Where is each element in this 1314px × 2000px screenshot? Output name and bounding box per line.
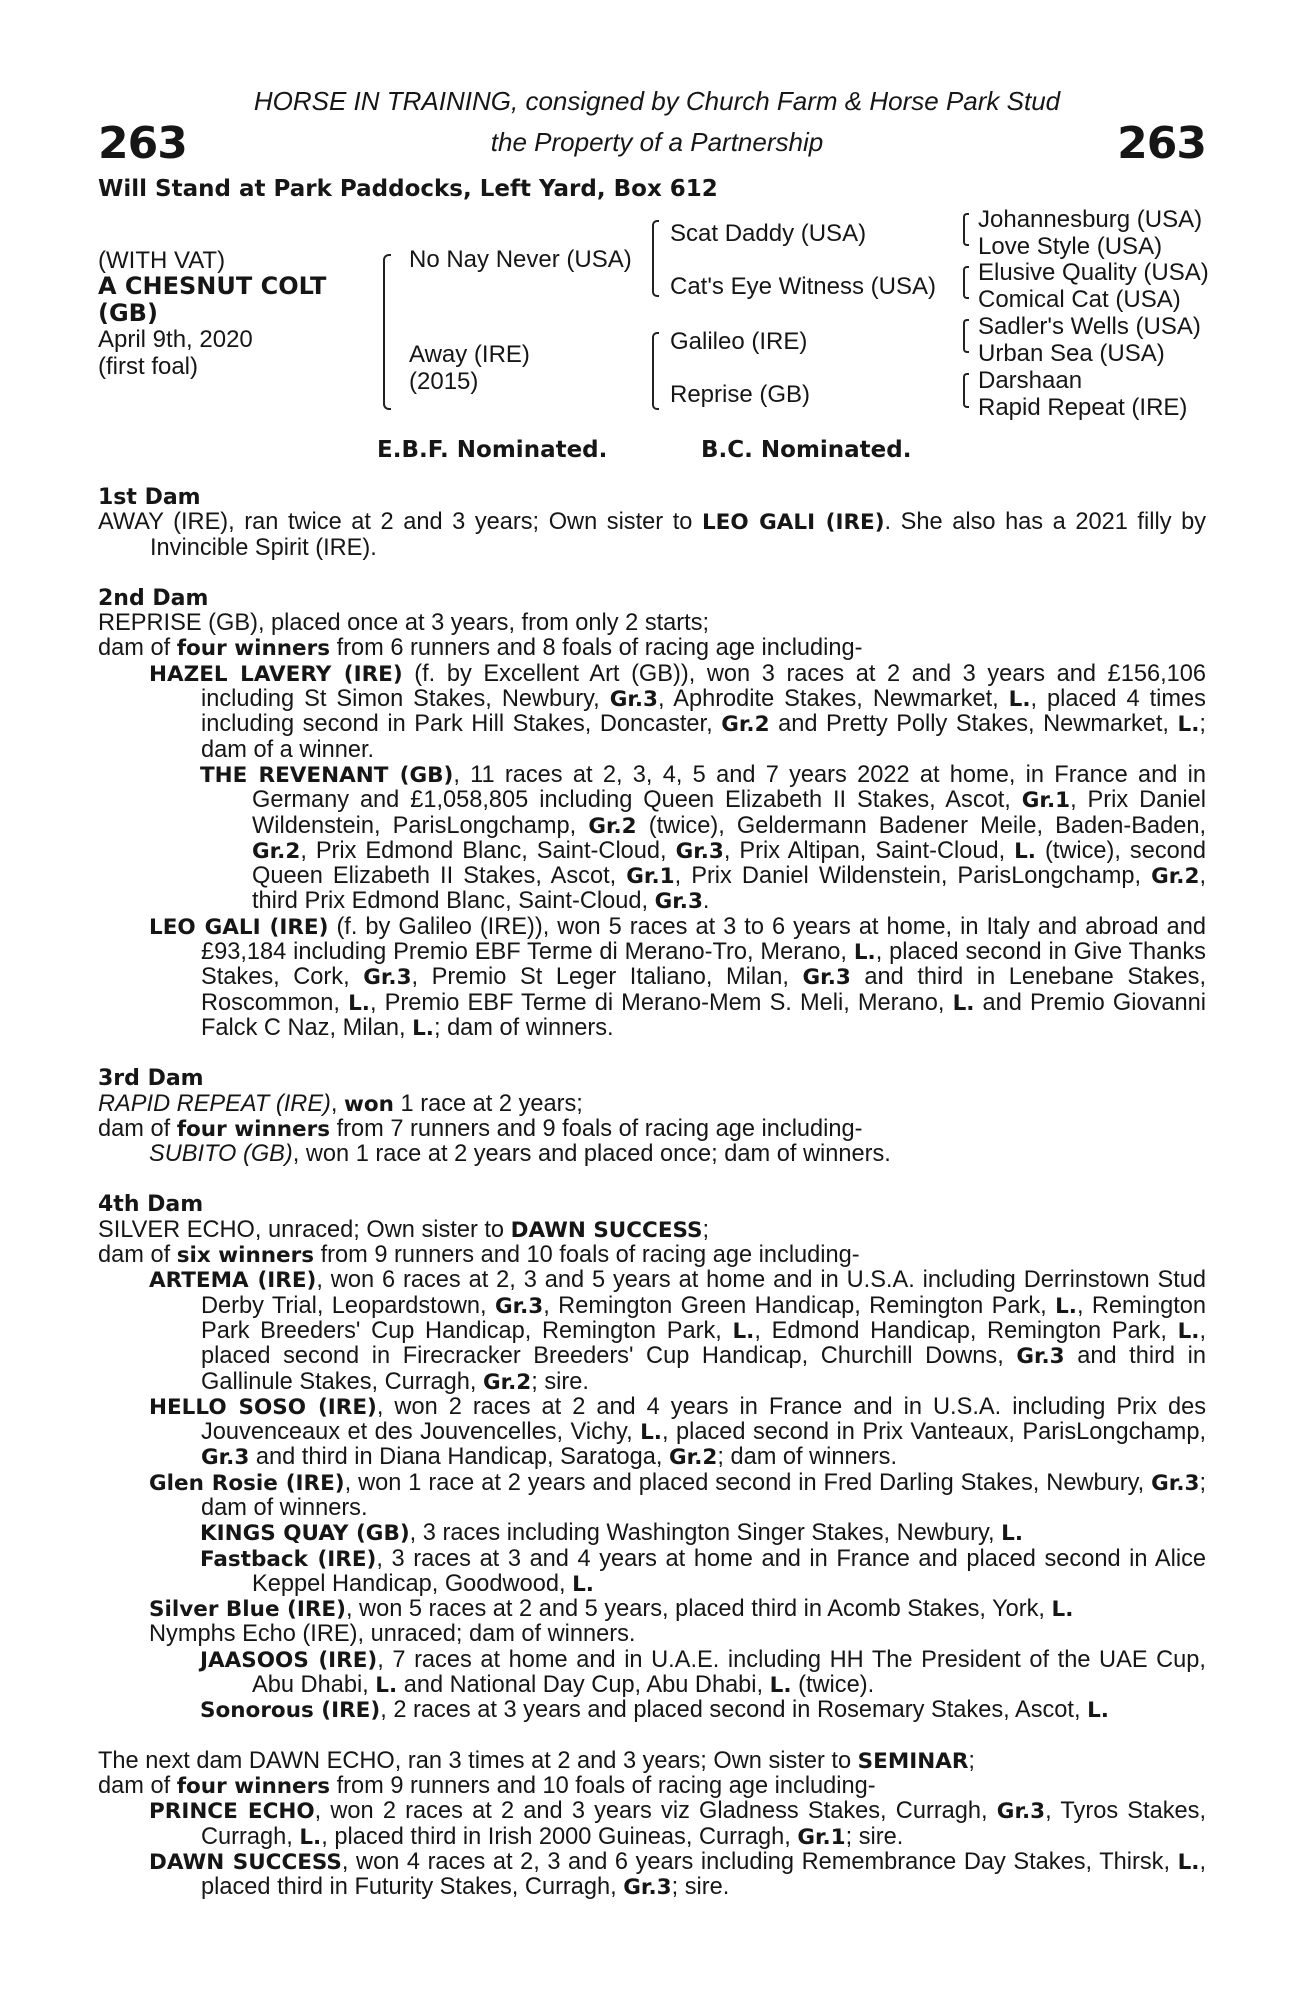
dam-sire: Galileo (IRE) [670, 328, 808, 355]
sire-sire: Scat Daddy (USA) [670, 220, 867, 247]
dam-dam: Reprise (GB) [670, 381, 811, 408]
next-dam-produce-summary: dam of four winners from 9 runners and 10 foals of racing age including- [98, 1772, 876, 1799]
dd-dam: Rapid Repeat (IRE) [978, 394, 1188, 421]
dawn-success-entry: DAWN SUCCESS, won 4 races at 2, 3 and 6 years including Remembrance Day Stakes, Thirsk, L., placed third in Futurity Stakes, Curragh, Gr.3; sire. [149, 1848, 1206, 1901]
foal-note: (first foal) [98, 353, 199, 380]
dam-name: Away (IRE) [409, 341, 530, 368]
fastback-entry: Fastback (IRE), 3 races at 3 and 4 years at home and in France and placed second in Alice Keppel Handicap, Goodwood, L. [200, 1545, 1206, 1597]
sire-name: No Nay Never (USA) [409, 246, 632, 273]
stand-location: Will Stand at Park Paddocks, Left Yard, Box 612 [98, 176, 718, 202]
fourth-dam-heading: 4th Dam [98, 1192, 204, 1218]
fourth-dam-produce-summary: dam of six winners from 9 runners and 10 foals of racing age including- [98, 1242, 860, 1269]
pedigree-brace-ds [963, 319, 969, 353]
subito-entry: SUBITO (GB), won 1 race at 2 years and placed once; dam of winners. [149, 1141, 891, 1168]
prince-echo-entry: PRINCE ECHO, won 2 races at 2 and 3 years viz Gladness Stakes, Curragh, Gr.3, Tyros Stakes, Curragh, L., placed third in Irish 2000 Guineas, Curragh, Gr.1; sire. [149, 1798, 1206, 1850]
sire-dam: Cat's Eye Witness (USA) [670, 273, 936, 300]
nymphs-echo-entry: Nymphs Echo (IRE), unraced; dam of winners. [149, 1621, 636, 1648]
pedigree-brace-ss [963, 213, 969, 246]
horse-country: (GB) [98, 299, 158, 327]
third-dam-heading: 3rd Dam [98, 1066, 204, 1092]
ss-dam: Love Style (USA) [978, 233, 1163, 260]
dam-year: (2015) [409, 368, 479, 395]
sd-sire: Elusive Quality (USA) [978, 259, 1209, 286]
leo-gali-entry: LEO GALI (IRE) (f. by Galileo (IRE)), won 5 races at 3 to 6 years at home, in Italy and abroad and £93,184 including Premio EBF Terme di Merano-Tro, Merano, L., placed second in Give Thanks Stakes, Cork, Gr.3, Premio St Leger Italiano, Milan, Gr.3 and third in Lenebane Stakes, Roscommon, L., Premio EBF Terme di Merano-Mem S. Meli, Merano, L. and Premio Giovanni Falck C Naz, Milan, L.; dam of winners. [149, 913, 1207, 1041]
header-consignor: HORSE IN TRAINING, consigned by Church Farm & Horse Park Stud [253, 86, 1061, 116]
second-dam-heading: 2nd Dam [98, 585, 209, 611]
second-dam-produce-summary: dam of four winners from 6 runners and 8 foals of racing age including- [98, 635, 863, 662]
hazel-lavery-entry: HAZEL LAVERY (IRE) (f. by Excellent Art (GB)), won 3 races at 2 and 3 years and £156,106 including St Simon Stakes, Newbury, Gr.3, Aphrodite Stakes, Newmarket, L., placed 4 times including second in Park Hill Stakes, Doncaster, Gr.2 and Pretty Polly Stakes, Newmarket, L.; dam of a winner. [149, 660, 1206, 763]
hello-soso-entry: HELLO SOSO (IRE), won 2 races at 2 and 4 years in France and in U.S.A. including Prix des Jouvenceaux et des Jouvencelles, Vichy, L., placed second in Prix Vanteaux, ParisLongchamp, Gr.3 and third in Diana Handicap, Saratoga, Gr.2; dam of winners. [149, 1393, 1206, 1471]
next-dam-record: The next dam DAWN ECHO, ran 3 times at 2 and 3 years; Own sister to SEMINAR; [98, 1747, 975, 1774]
foaling-date: April 9th, 2020 [98, 326, 253, 353]
horse-name: A CHESNUT COLT [98, 272, 327, 300]
pedigree-brace-sd [963, 266, 969, 299]
third-dam-produce-summary: dam of four winners from 7 runners and 9 foals of racing age including- [98, 1115, 863, 1142]
ss-sire: Johannesburg (USA) [978, 206, 1203, 233]
lot-number-left: 263 [98, 118, 187, 169]
ds-dam: Urban Sea (USA) [978, 340, 1165, 367]
first-dam-text: AWAY (IRE), ran twice at 2 and 3 years; Own sister to LEO GALI (IRE). She also has a 2021 filly by Invincible Spirit (IRE). [98, 509, 1206, 561]
lot-number-right: 263 [1117, 118, 1206, 169]
header-property: the Property of a Partnership [490, 127, 824, 157]
sd-dam: Comical Cat (USA) [978, 286, 1181, 313]
ebf-nominated: E.B.F. Nominated. [377, 437, 608, 463]
the-revenant-entry: THE REVENANT (GB), 11 races at 2, 3, 4, 5 and 7 years 2022 at home, in France and in Germany and £1,058,805 including Queen Elizabeth II Stakes, Ascot, Gr.1, Prix Daniel Wildenstein, ParisLongchamp, Gr.2 (twice), Geldermann Badener Meile, Baden-Baden, Gr.2, Prix Edmond Blanc, Saint-Cloud, Gr.3, Prix Altipan, Saint-Cloud, L. (twice), second Queen Elizabeth II Stakes, Ascot, Gr.1, Prix Daniel Wildenstein, ParisLongchamp, Gr.2, third Prix Edmond Blanc, Saint-Cloud, Gr.3. [200, 761, 1206, 915]
second-dam-record: REPRISE (GB), placed once at 3 years, from only 2 starts; [98, 610, 710, 637]
jaasoos-entry: JAASOOS (IRE), 7 races at home and in U.A.E. including HH The President of the UAE Cup, Abu Dhabi, L. and National Day Cup, Abu Dhabi, L. (twice). [200, 1646, 1206, 1699]
third-dam-record: RAPID REPEAT (IRE), won 1 race at 2 years; [98, 1090, 583, 1117]
pedigree-brace-sire [652, 220, 659, 297]
catalogue-body [98, 485, 1206, 1900]
ds-sire: Sadler's Wells (USA) [978, 313, 1201, 340]
pedigree-brace-dam [652, 332, 659, 410]
kings-quay-entry: KINGS QUAY (GB), 3 races including Washington Singer Stakes, Newbury, L. [200, 1520, 1023, 1547]
pedigree-brace-dd [963, 373, 969, 408]
pedigree-brace-main [383, 254, 391, 410]
fourth-dam-record: SILVER ECHO, unraced; Own sister to DAWN SUCCESS; [98, 1216, 710, 1243]
bc-nominated: B.C. Nominated. [701, 437, 912, 463]
dd-sire: Darshaan [978, 367, 1083, 394]
glen-rosie-entry: Glen Rosie (IRE), won 1 race at 2 years and placed second in Fred Darling Stakes, Newbury, Gr.3; dam of winners. [149, 1469, 1207, 1521]
artema-entry: ARTEMA (IRE), won 6 races at 2, 3 and 5 years at home and in U.S.A. including Derrinstown Stud Derby Trial, Leopardstown, Gr.3, Remington Green Handicap, Remington Park, L., Remington Park Breeders' Cup Handicap, Remington Park, L., Edmond Handicap, Remington Park, L., placed second in Firecracker Breeders' Cup Handicap, Churchill Downs, Gr.3 and third in Gallinule Stakes, Curragh, Gr.2; sire. [149, 1267, 1206, 1395]
first-dam-heading: 1st Dam [98, 485, 201, 510]
vat-note: (WITH VAT) [98, 247, 226, 274]
silver-blue-entry: Silver Blue (IRE), won 5 races at 2 and 5 years, placed third in Acomb Stakes, York, L. [149, 1596, 1074, 1623]
sonorous-entry: Sonorous (IRE), 2 races at 3 years and placed second in Rosemary Stakes, Ascot, L. [200, 1697, 1109, 1724]
